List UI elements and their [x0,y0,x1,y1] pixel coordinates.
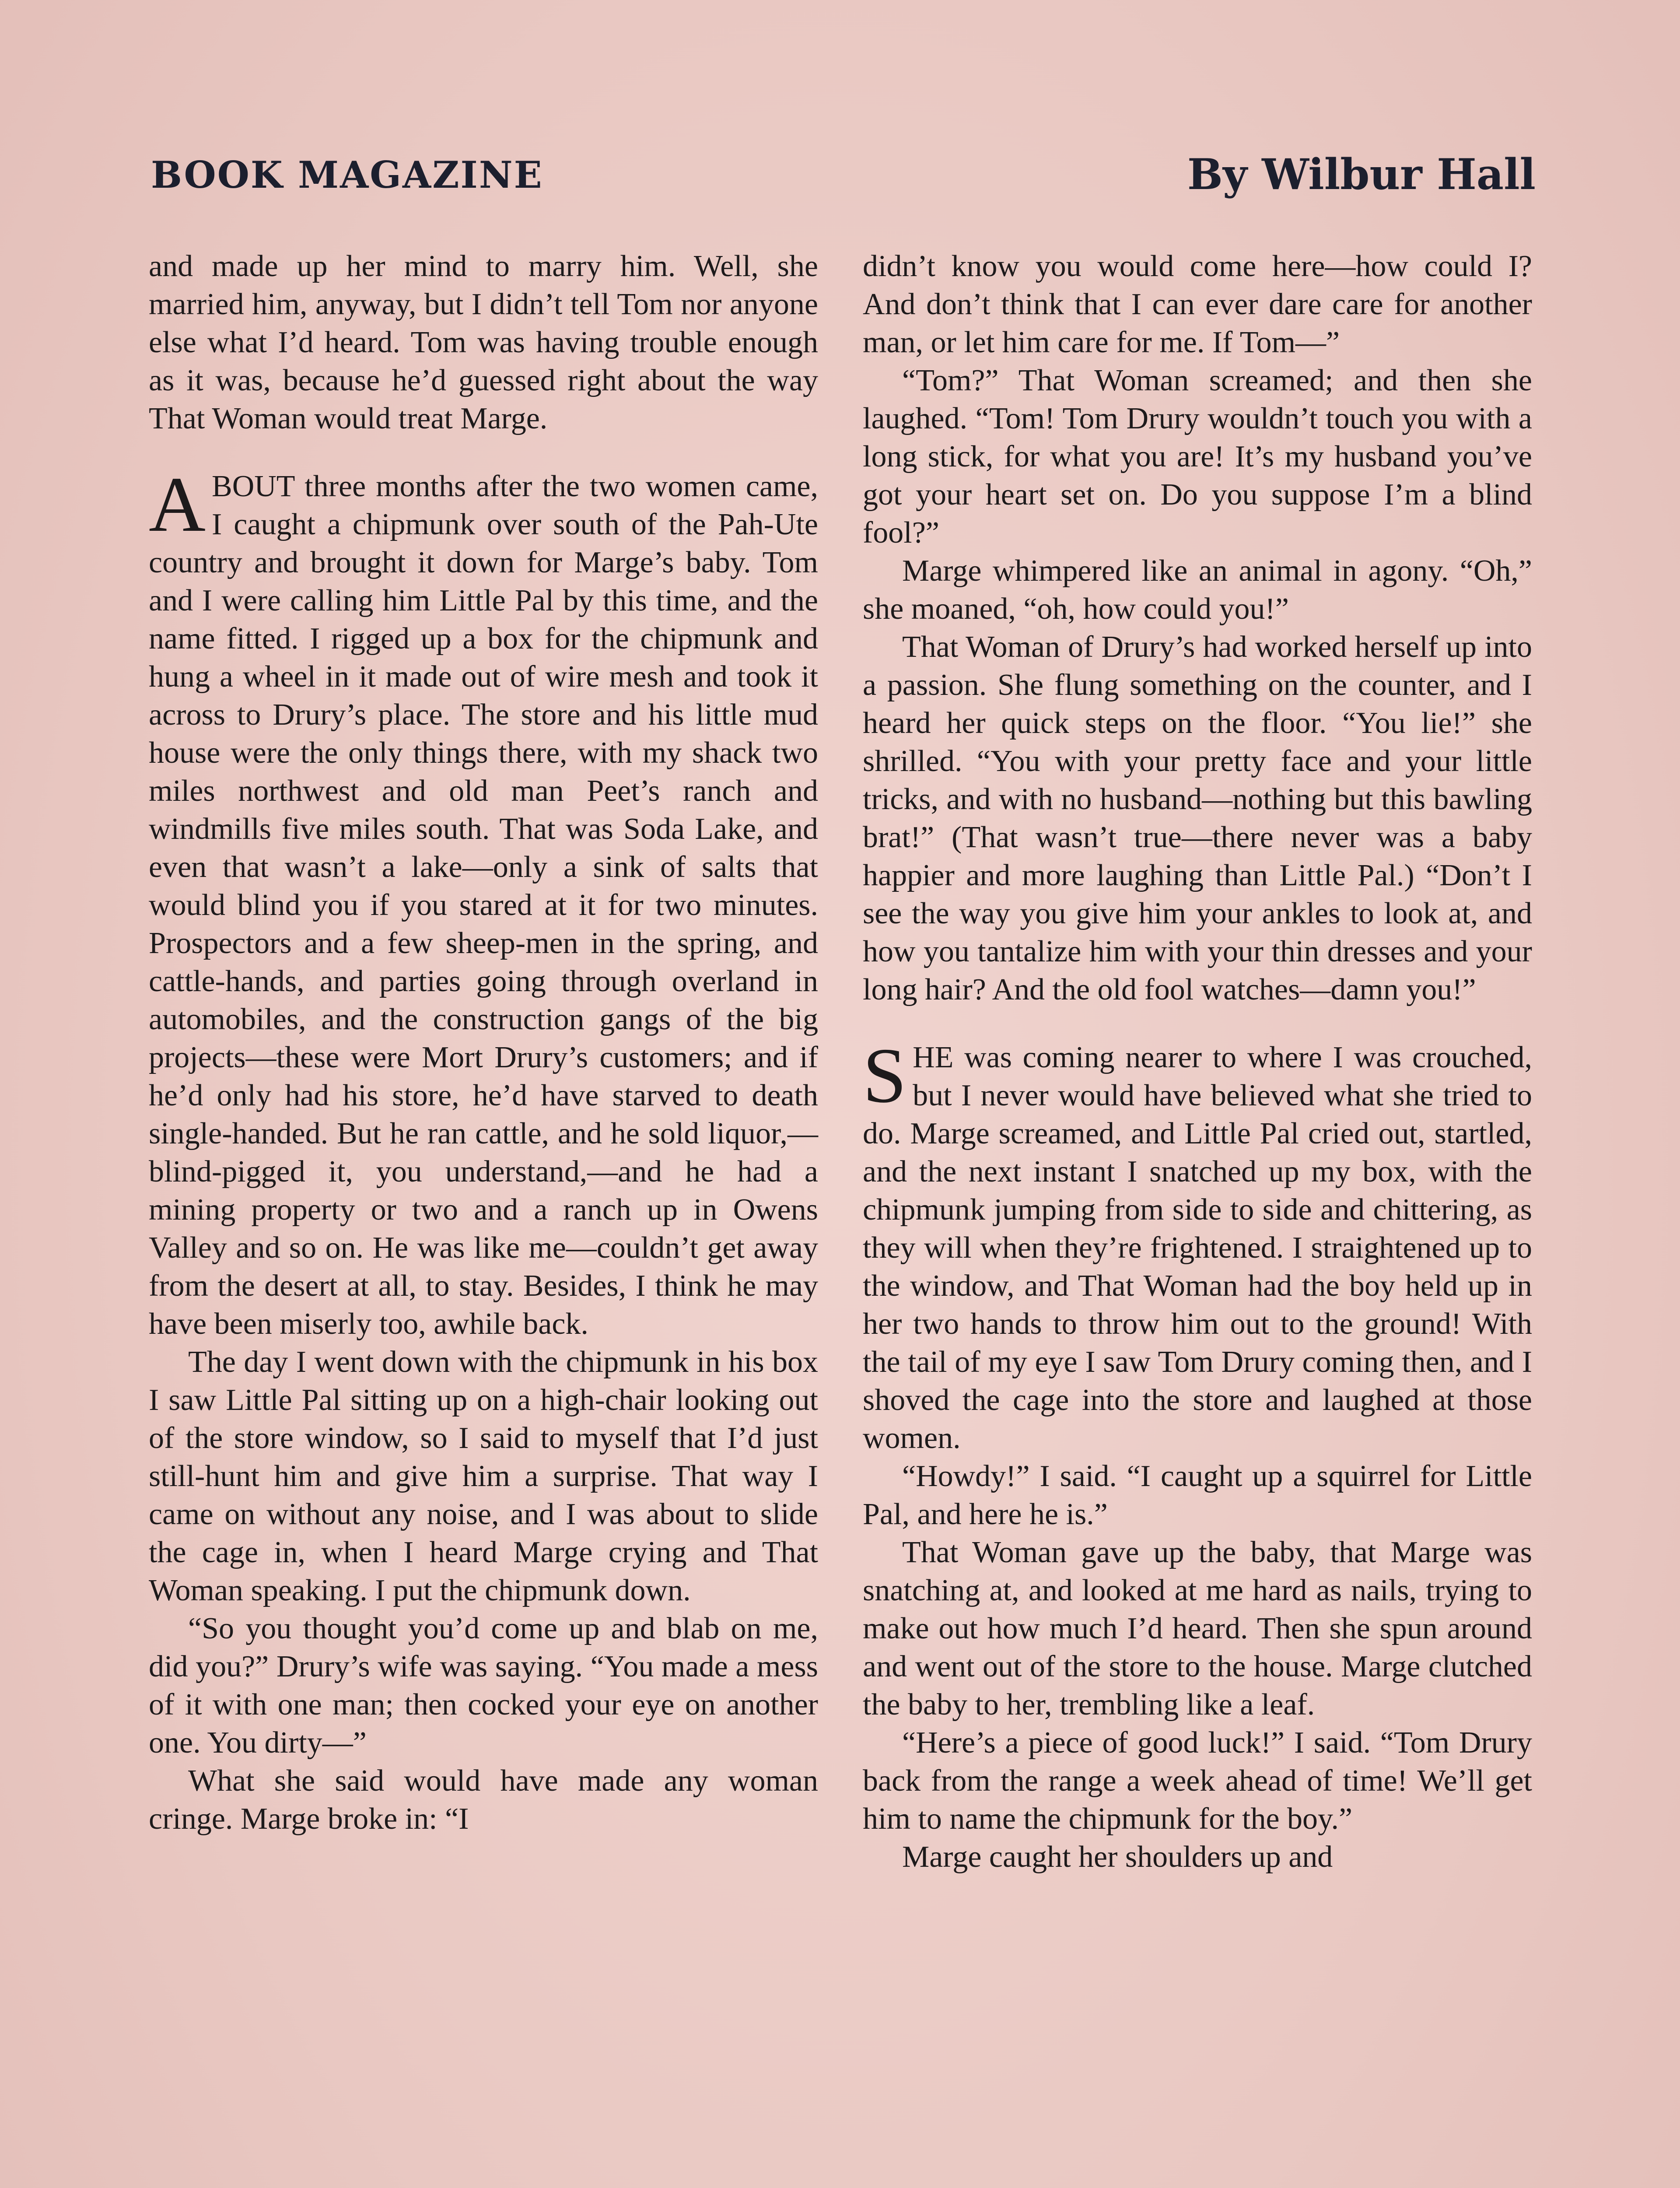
section-start [149,461,818,1343]
drop-cap: A [149,461,206,548]
paragraph: The day I went down with the chipmunk in his box I saw Little Pal sitting up on a high-chair looking out of the store window, so I said to myself that I’d just still-hunt him and give him a surprise. That way I came on without any noise, and I was about to slide the cage in, when I heard Marge crying and That Woman speaking. I put the chipmunk down. [149,1345,818,1607]
left-column [149,247,818,1838]
section-start [863,1032,1532,1457]
paragraph: HE was coming nearer to where I was crouched, but I never would have believed what she tried to do. Marge screamed, and Little Pal cried out, startled, and the next instant I snatched up my box, with the chipmunk jumping from side to side and chittering, as they will when they’re frightened. I straightened up to the window, and That Woman had the boy held up in her two hands to throw him out to the ground! With the tail of my eye I saw Tom Drury coming then, and I shoved the cage into the store and laughed at those women. [863,1041,1532,1455]
paragraph: “Tom?” That Woman screamed; and then she laughed. “Tom! Tom Drury wouldn’t touch you with a long stick, for what you are! It’s my husband you’ve got your heart set on. Do you suppose I’m a blind fool?” [863,364,1532,550]
paragraph: What she said would have made any woman cringe. Marge broke in: “I [149,1764,818,1836]
paragraph: BOUT three months after the two women came, I caught a chipmunk over south of the Pah-Ute country and brought it down for Marge’s baby. Tom and I were calling him Little Pal by this time, and the name fitted. I rigged up a box for the chipmunk and hung a wheel in it made out of wire mesh and took it across to Drury’s place. The store and his little mud house were the only things there, with my shack two miles northwest and old man Peet’s ranch and windmills five miles south. That was Soda Lake, and even that wasn’t a lake—only a sink of salts that would blind you if you stared at it for two minutes. Prospectors and a few sheep-men in the spring, and cattle-hands, and parties going through overland in automobiles, and the construction gangs of the big projects—these were Mort Drury’s customers; and if he’d only had his store, he’d have starved to death single-handed. But he ran cattle, and he sold liquor,—blind-pigged it, you understand,—and he had a mining property or two and a ranch up in Owens Valley and so on. He was like me—couldn’t get away from the desert at all, to stay. Besides, I think he may have been miserly too, awhile back. [149,470,818,1341]
paragraph: “So you thought you’d come up and blab on me, did you?” Drury’s wife was saying. “You made a mess of it with one man; then cocked your eye on another one. You dirty—” [149,1612,818,1760]
paragraph: Marge whimpered like an animal in agony. “Oh,” she moaned, “oh, how could you!” [863,554,1532,626]
paragraph: Marge caught her shoulders up and [902,1840,1333,1874]
paragraph: didn’t know you would come here—how could I? And don’t think that I can ever dare care for another man, or let him care for me. If Tom—” [863,249,1532,359]
right-column [863,247,1532,1876]
author-byline: By Wilbur Hall [1187,150,1536,199]
paragraph: and made up her mind to marry him. Well, she married him, anyway, but I didn’t tell Tom nor anyone else what I’d heard. Tom was having trouble enough as it was, because he’d guessed right about the way That Woman would treat Marge. [149,249,818,435]
paragraph: That Woman gave up the baby, that Marge was snatching at, and looked at me hard as nails, trying to make out how much I’d heard. Then she spun around and went out of the store to the house. Marge clutched the baby to her, trembling like a leaf. [863,1536,1532,1722]
drop-cap: S [863,1032,907,1119]
paragraph: “Here’s a piece of good luck!” I said. “Tom Drury back from the range a week ahead of time! We’ll get him to name the chipmunk for the boy.” [863,1726,1532,1836]
paragraph: That Woman of Drury’s had worked herself up into a passion. She flung something on the counter, and I heard her quick steps on the floor. “You lie!” she shrilled. “You with your pretty face and your little tricks, and with no husband—nothing but this bawling brat!” (That wasn’t true—there never was a baby happier and more laughing than Little Pal.) “Don’t I see the way you give him your ankles to look at, and how you tantalize him with your thin dresses and your long hair? And the old fool watches—damn you!” [863,630,1532,1006]
magazine-title: BOOK MAGAZINE [151,153,543,196]
running-header [151,150,1536,206]
paragraph: “Howdy!” I said. “I caught up a squirrel for Little Pal, and here he is.” [863,1459,1532,1531]
